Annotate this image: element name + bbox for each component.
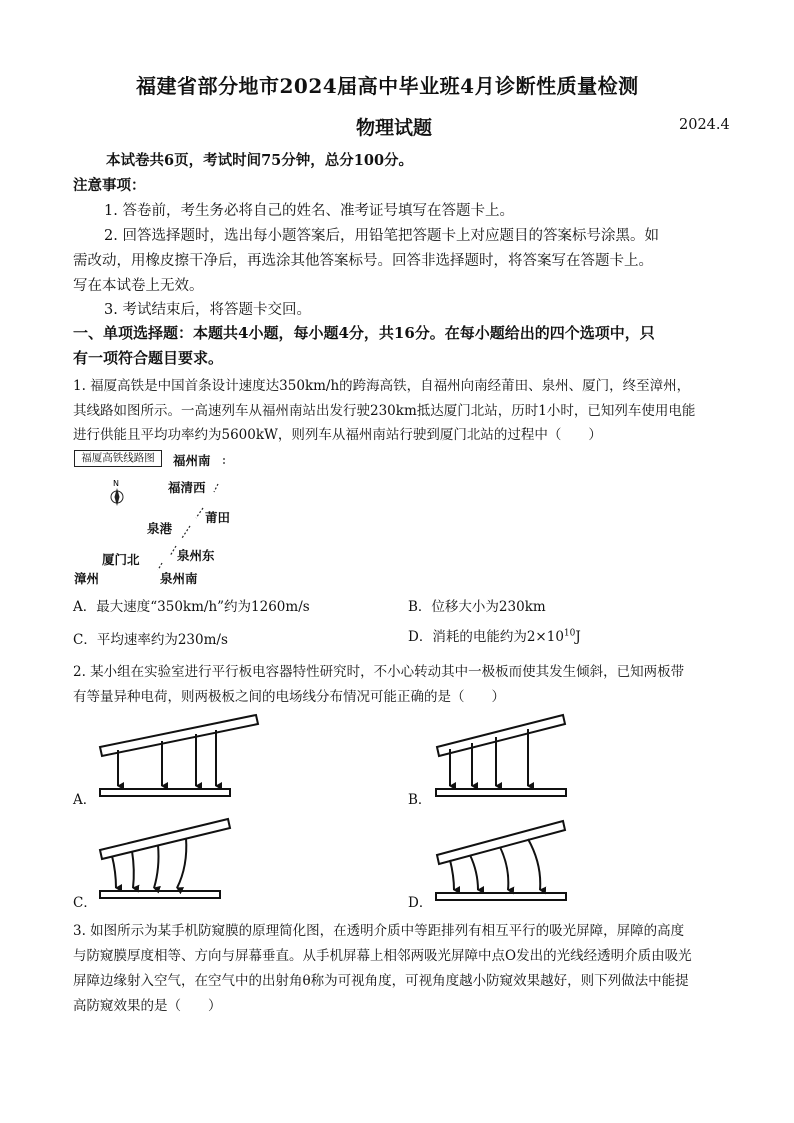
note-1: 1. 答卷前，考生务必将自己的姓名、准考证号填写在答题卡上。: [104, 203, 514, 219]
diagram-c: [100, 819, 230, 898]
compass-n: N: [113, 479, 119, 488]
q2-label-b: B．: [408, 792, 432, 808]
railway-map: [72, 448, 252, 588]
q2-line2: 有等量异种电荷，则两极板之间的电场线分布情况可能正确的是（ ）: [73, 689, 505, 705]
station-putian: 莆田: [205, 510, 231, 525]
q1-line3: 进行供能且平均功率约为5600kW，则列车从福州南站行驶到厦门北站的过程中（ ）: [73, 427, 602, 443]
q1-option-c: C．平均速率约为230m/s: [73, 632, 228, 648]
subject-title: 物理试题: [356, 117, 433, 139]
q1-option-d-exp: 10: [563, 628, 576, 639]
q2-diagrams: [0, 700, 794, 920]
note-2-line2: 需改动，用橡皮擦干净后，再选涂其他答案标号。回答非选择题时，将答案写在答题卡上。: [73, 253, 653, 269]
q2-label-a: A．: [73, 792, 97, 808]
note-2-line1: 2. 回答选择题时，选出每小题答案后，用铅笔把答题卡上对应题目的答案标号涂黑。如: [104, 228, 659, 244]
q2-label-c: C．: [73, 895, 97, 911]
map-legend: 福厦高铁线路图: [81, 452, 155, 464]
q2-line1: 2. 某小组在实验室进行平行板电容器特性研究时，不小心转动其中一极板而使其发生倾斜，已知两板带: [73, 664, 685, 680]
q1-option-b: B．位移大小为230km: [408, 599, 546, 615]
q3-line1: 3. 如图所示为某手机防窥膜的原理简化图，在透明介质中等距排列有相互平行的吸光屏障，屏障的高度: [73, 923, 685, 939]
q1-option-a: A．最大速度“350km/h”约为1260m/s: [73, 599, 310, 615]
station-quangang: 泉港: [147, 521, 173, 536]
station-fuzhounan: 福州南: [173, 453, 211, 468]
station-quanzhounan: 泉州南: [160, 571, 198, 586]
diagram-b: [436, 715, 566, 796]
exam-date: 2024.4: [679, 117, 730, 133]
station-xiamenbei: 厦门北: [102, 552, 140, 567]
q1-option-d: [408, 625, 581, 645]
q1-option-d-prefix: D．消耗的电能约为2×10: [408, 629, 564, 645]
q3-line2: 与防窥膜厚度相等、方向与屏幕垂直。从手机屏幕上相邻两吸光屏障中点O发出的光线经透明介质由吸光: [73, 948, 692, 964]
q3-line4: 高防窥效果的是（ ）: [73, 998, 222, 1014]
note-2-line3: 写在本试卷上无效。: [73, 278, 204, 294]
diagram-a: [100, 715, 258, 796]
station-quanzhoudong: 泉州东: [177, 548, 215, 563]
q1-line1: 1. 福厦高铁是中国首条设计速度达350km/h的跨海高铁，自福州向南经莆田、泉州、厦门，终至漳州，: [73, 378, 691, 394]
diagram-d: [436, 821, 566, 900]
station-zhangzhou: 漳州: [74, 571, 100, 586]
exam-title: 福建省部分地市2024届高中毕业班4月诊断性质量检测: [136, 74, 639, 98]
section1-line2: 有一项符合题目要求。: [73, 349, 224, 367]
section1-line1: 一、单项选择题：本题共4小题，每小题4分，共16分。在每小题给出的四个选项中，只: [73, 324, 655, 342]
notes-title: 注意事项：: [73, 177, 146, 194]
exam-summary: 本试卷共6页，考试时间75分钟，总分100分。: [106, 152, 414, 169]
note-3: 3. 考试结束后，将答题卡交回。: [104, 302, 311, 318]
q2-label-d: D．: [408, 895, 433, 911]
q3-line3: 屏障边缘射入空气，在空气中的出射角θ称为可视角度，可视角度越小防窥效果越好，则下列做法中能提: [73, 973, 689, 989]
q1-line2: 其线路如图所示。一高速列车从福州南站出发行驶230km抵达厦门北站，历时1小时，已知列车使用电能: [73, 403, 696, 419]
q1-option-d-unit: J: [575, 629, 581, 645]
station-fuqingxi: 福清西: [168, 480, 206, 495]
